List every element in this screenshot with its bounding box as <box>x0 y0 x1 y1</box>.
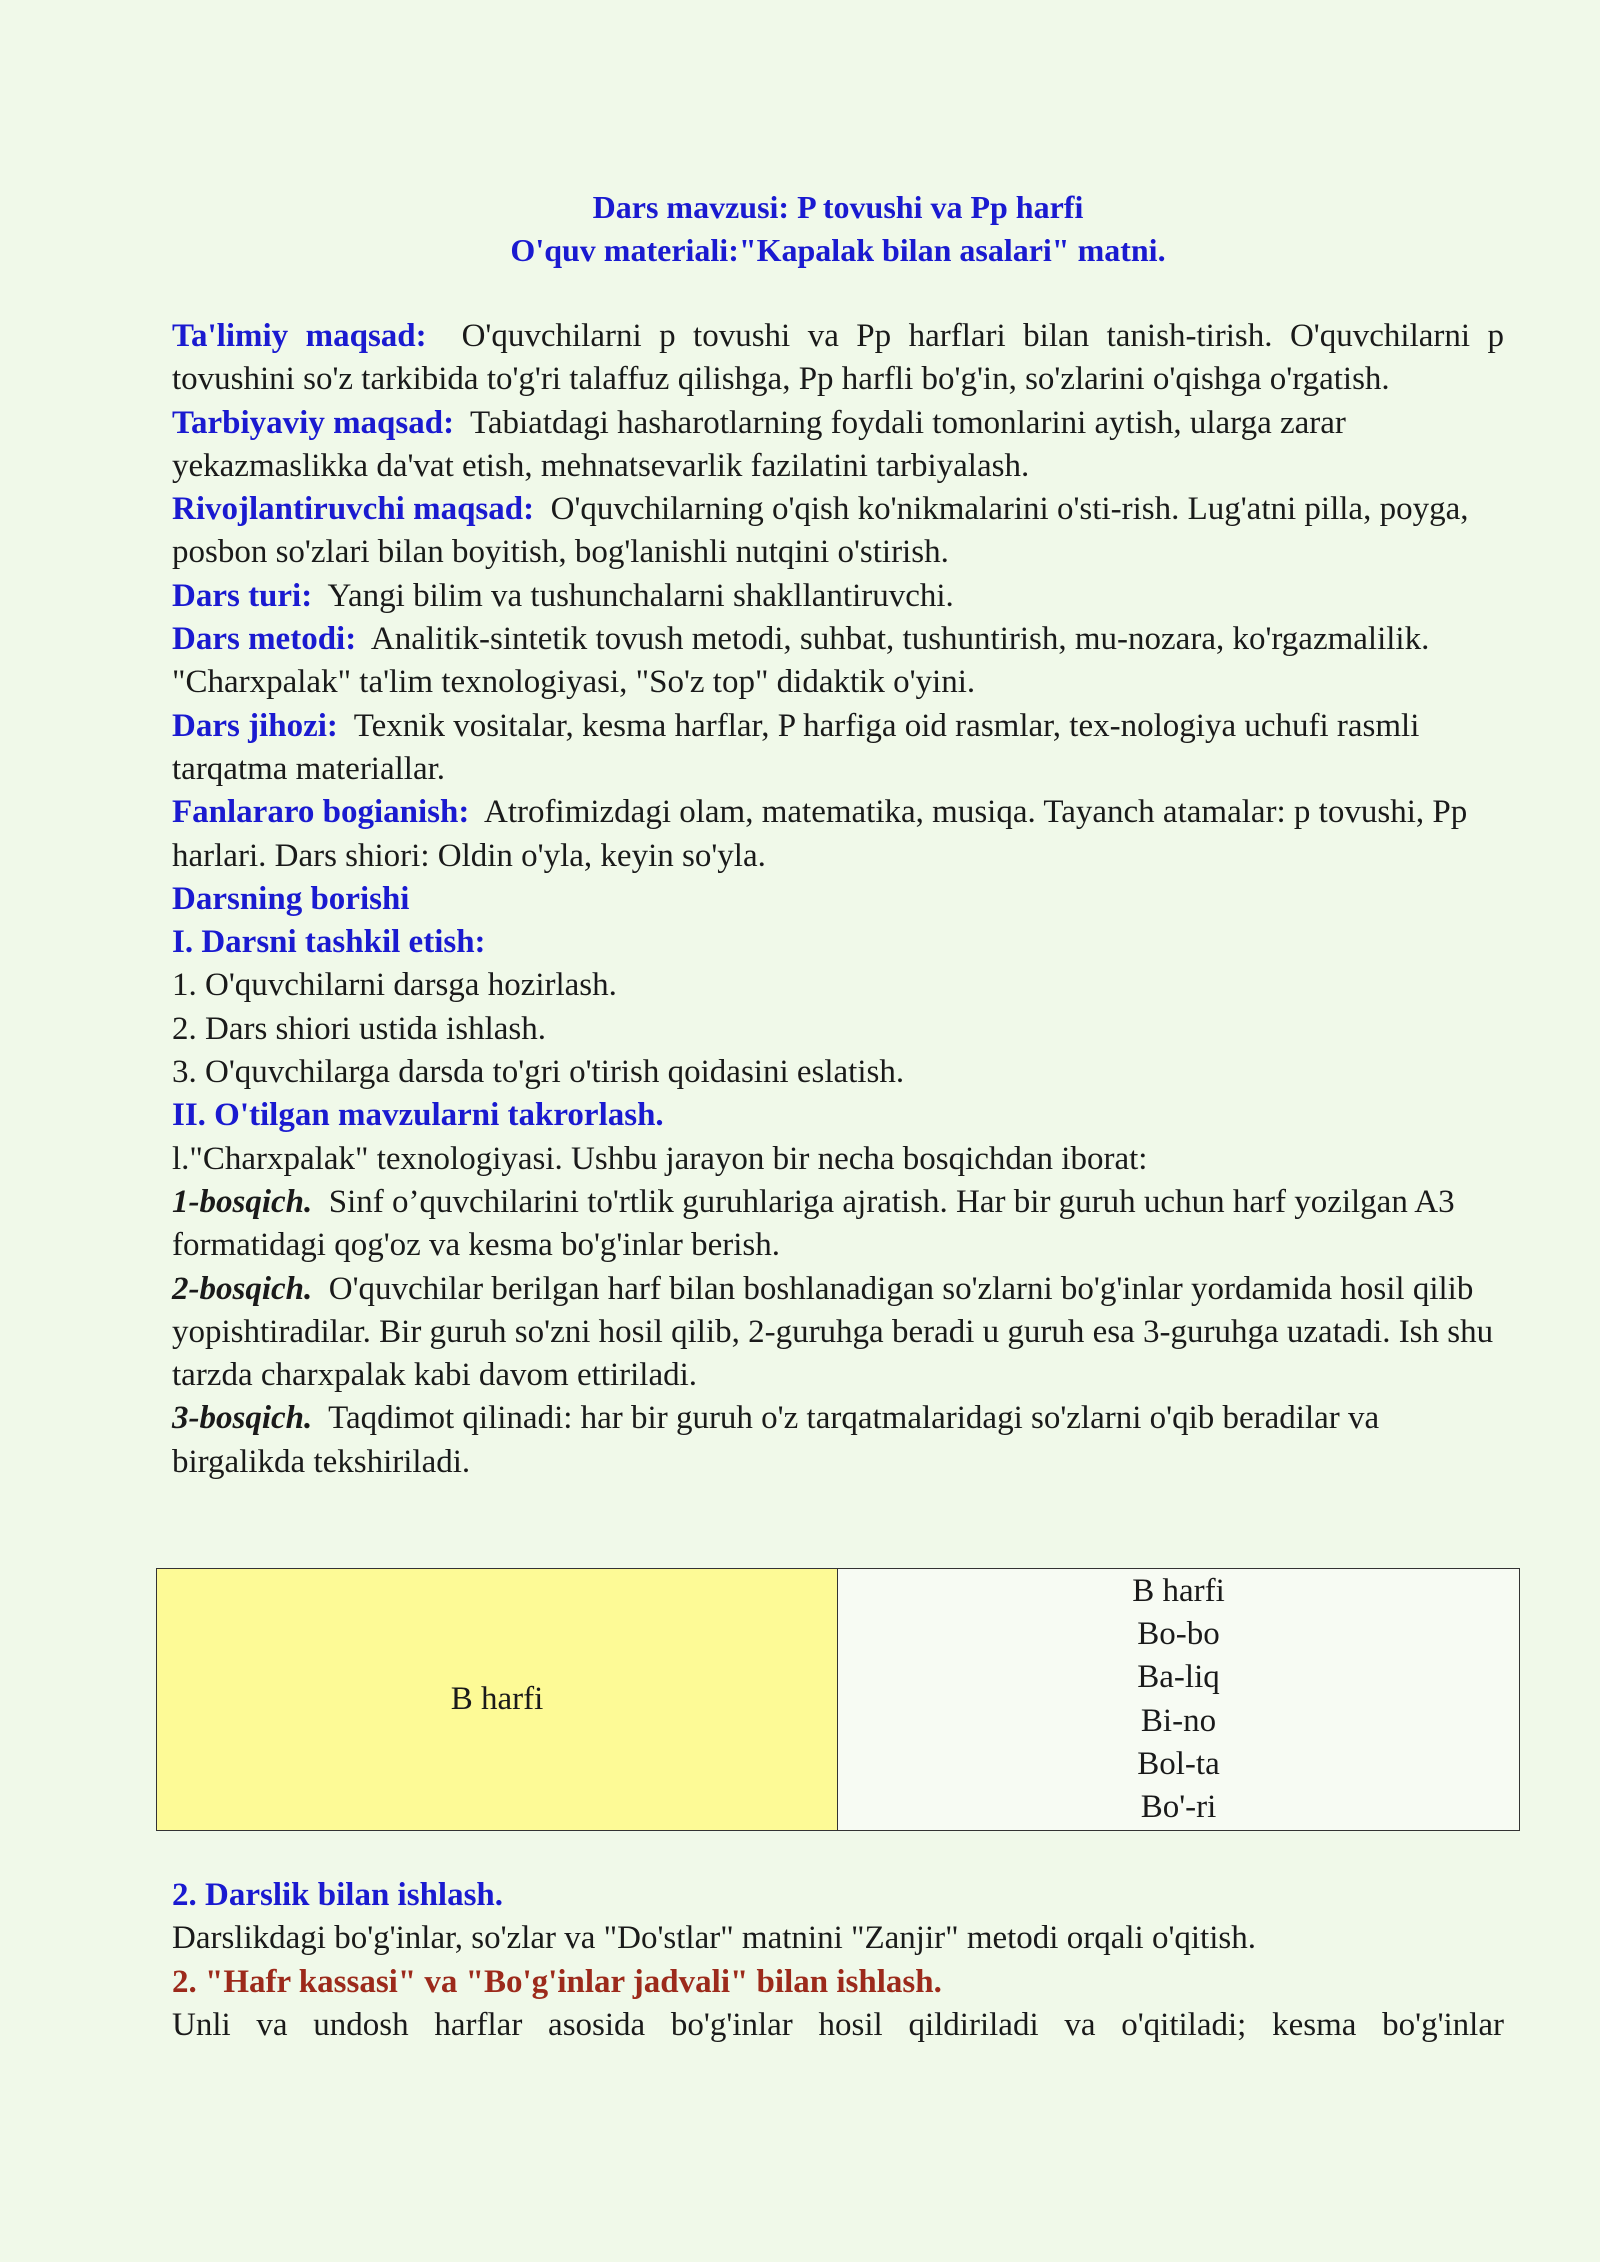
interdisciplinary-link-label: Fanlararo bogianish: <box>172 794 470 831</box>
table-word: Bi-no <box>1140 1702 1217 1739</box>
stage-1-text: Sinf o’quvchilarini to'rtlik guruhlariga ajratish. Har bir guruh uchun harf yozilgan A3 formatidagi qog'oz va kesma bo'g'inlar berish. <box>172 1183 1455 1264</box>
part1-heading: I. Darsni tashkil etish: <box>172 924 486 961</box>
spacer <box>172 272 1504 315</box>
lesson-equipment-text: Texnik vositalar, kesma harflar, P harfiga oid rasmlar, tex-nologiya uchufi rasmli tarqatma materiallar. <box>172 707 1420 787</box>
study-material: O'quv materiali:"Kapalak bilan asalari" matni. <box>510 232 1166 268</box>
letter-box-heading: 2. "Hafr kassasi" va "Bo'g'inlar jadvali" bilan ishlash. <box>172 1963 942 2000</box>
stage-2-label: 2-bosqich. <box>172 1270 313 1307</box>
stage-1-label: 1-bosqich. <box>172 1183 313 1220</box>
table-row <box>157 1569 1520 1831</box>
interdisciplinary-link <box>172 791 1504 878</box>
stage-1 <box>172 1181 1504 1268</box>
upbringing-goal-label: Tarbiyaviy maqsad: <box>172 404 455 441</box>
upbringing-goal <box>172 402 1504 489</box>
educational-goal-text: O'quvchilarni p tovushi va Pp harflari bilan tanish-tirish. O'quvchilarni p tovushini so'z tarkibida to'g'ri talaffuz qilishga, Pp harfli bo'g'in, so'zlarini o'qishga o'rgatish. <box>172 318 1505 398</box>
lesson-type <box>172 575 1504 618</box>
interdisciplinary-link-text: Atrofimizdagi olam, matematika, musiqa. Tayanch atamalar: p tovushi, Pp harlari. Dars shiori: Oldin o'yla, keyin so'yla. <box>172 794 1468 874</box>
table-word: Bo-bo <box>1137 1615 1220 1652</box>
table-word: Bo'-ri <box>1140 1789 1217 1826</box>
developmental-goal-label: Rivojlantiruvchi maqsad: <box>172 491 535 528</box>
textbook-text: Darslikdagi bo'g'inlar, so'zlar va "Do'stlar" matnini "Zanjir" metodi orqali o'qitish. <box>172 1920 1256 1957</box>
stage-3-label: 3-bosqich. <box>172 1400 313 1437</box>
stage-3-text: Taqdimot qilinadi: har bir guruh o'z tarqatmalaridagi so'zlarni o'qib beradilar va birgalikda tekshiriladi. <box>172 1400 1380 1480</box>
educational-goal-label: Ta'limiy maqsad: <box>172 318 427 354</box>
lesson-type-label: Dars turi: <box>172 577 313 614</box>
educational-goal <box>172 315 1504 402</box>
lesson-method <box>172 618 1504 705</box>
stage-2-text: O'quvchilar berilgan harf bilan boshlanadigan so'zlarni bo'g'inlar yordamida hosil qilib yopishtiradilar. Bir guruh so'zni hosil qilib, 2-guruhga beradi u guruh esa 3-guruhga uzatadi. Ish shu tarzda charxpalak kabi davom ettiriladi. <box>172 1270 1494 1394</box>
part2-intro: l."Charxpalak" texnologiyasi. Ushbu jarayon bir necha bosqichdan iborat: <box>172 1140 1148 1177</box>
stage-3 <box>172 1397 1504 1484</box>
part2-heading: II. O'tilgan mavzularni takrorlash. <box>172 1097 664 1134</box>
part1-item: 3. O'quvchilarga darsda to'gri o'tirish qoidasini eslatish. <box>172 1054 905 1091</box>
lesson-progress-heading: Darsning borishi <box>172 880 410 917</box>
part1-item: 2. Dars shiori ustida ishlash. <box>172 1010 546 1047</box>
document-body <box>172 186 1504 1484</box>
table-word: B harfi <box>1132 1572 1225 1609</box>
table-cell-words <box>838 1569 1520 1831</box>
lesson-equipment <box>172 705 1504 792</box>
stage-2 <box>172 1268 1504 1398</box>
lower-section <box>172 1874 1504 2047</box>
lesson-method-label: Dars metodi: <box>172 621 357 658</box>
developmental-goal-text: O'quvchilarning o'qish ko'nikmalarini o'sti-rish. Lug'atni pilla, poyga, posbon so'zlari bilan boyitish, bog'lanishli nutqini o'stirish. <box>172 491 1469 571</box>
table-cell-letter: B harfi <box>157 1569 838 1831</box>
part1-item: 1. O'quvchilarni darsga hozirlash. <box>172 967 617 1004</box>
lesson-type-text: Yangi bilim va tushunchalarni shakllantiruvchi. <box>327 577 954 614</box>
letter-box-text: Unli va undosh harflar asosida bo'g'inlar hosil qildiriladi va o'qitiladi; kesma bo'g'inlar <box>172 2006 1504 2043</box>
lesson-method-text: Analitik-sintetik tovush metodi, suhbat, tushuntirish, mu-nozara, ko'rgazmalilik. "Charxpalak" ta'lim texnologiyasi, "So'z top" didaktik o'yini. <box>172 621 1430 701</box>
table-word: Bol-ta <box>1137 1745 1220 1782</box>
letter-table <box>156 1568 1520 1831</box>
lesson-topic: Dars mavzusi: P tovushi va Pp harfi <box>592 189 1084 225</box>
textbook-heading: 2. Darslik bilan ishlash. <box>172 1877 504 1913</box>
developmental-goal <box>172 488 1504 575</box>
table-word: Ba-liq <box>1137 1659 1220 1696</box>
upbringing-goal-text: Tabiatdagi hasharotlarning foydali tomonlarini aytish, ularga zarar yekazmaslikka da'vat etish, mehnatsevarlik fazilatini tarbiyalash. <box>172 404 1346 484</box>
lesson-equipment-label: Dars jihozi: <box>172 707 338 744</box>
